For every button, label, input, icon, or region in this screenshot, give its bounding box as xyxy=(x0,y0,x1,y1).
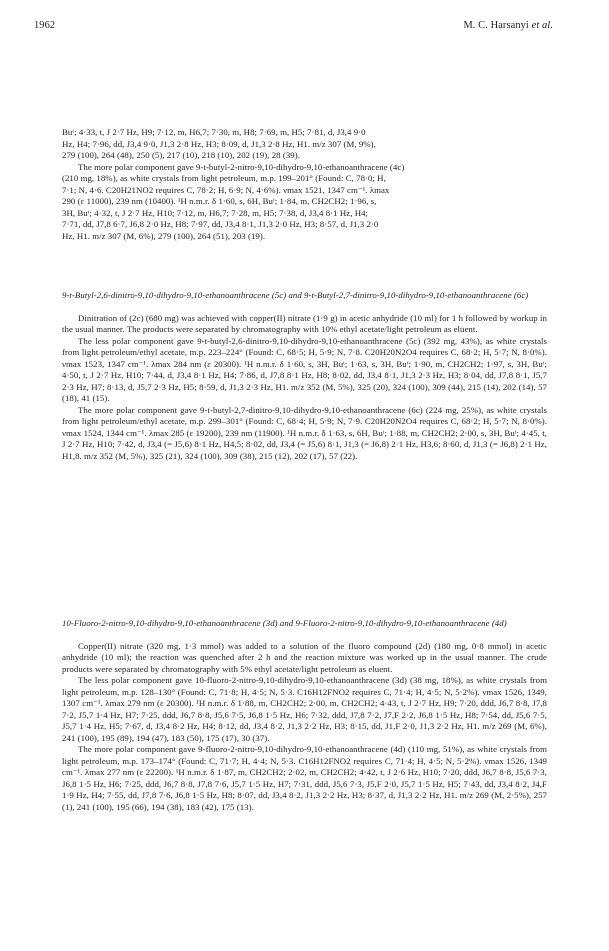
fluoro-nitration-section xyxy=(62,618,547,813)
text-line: 290 (ε 11000), 239 nm (10400). ¹H n.m.r. δ 1·60, s, 6H, Buᵗ; 1·84, m, CH2CH2; 1·96, s, xyxy=(62,196,377,206)
paragraph: The more polar component gave 9-fluoro-2-nitro-9,10-dihydro-9,10-ethanoanthracene (4d) (110 mg, 51%), as white crystals from light petroleum, m.p. 173–174° (Found: C, 71·7; H, 4·4; N, 5·3. C16H12FNO2 requires C, 71·4; H, 4·5; N, 5·2%). νmax 1526, 1349 cm⁻¹. λmax 277 nm (ε 22200). ¹H n.m.r. δ 1·87, m, CH2CH2; 2·02, m, CH2CH2; 4·42, t, J 2·6 Hz, H10; 7·20, ddd, J6,7 8·8, J5,6 7·3, J6,8 1·5 Hz, H6; 7·25, ddd, J6,7 8·8, J7,8 7·6, J5,7 1·5 Hz, H7; 7·31, ddd, J5,6 7·3, J5,F 2·0, J5,7 1·5 Hz, H5; 7·43, dd, J3,4 8·2, J4,F 1·9 Hz, H4; 7·55, dd, J7,8 7·6, J6,8 1·5 Hz, H8; 8·07, dd, J3,4 8·2, J1,3 2·2 Hz, H3; 8·37, d, J1,3 2·2 Hz, H1. m/z 269 (M, 2·5%), 257 (1), 241 (100), 195 (66), 194 (38), 183 (42), 175 (13). xyxy=(62,744,547,812)
paragraph: The less polar component gave 9-t-butyl-2,6-dinitro-9,10-dihydro-9,10-ethanoanthracene (5c) (392 mg, 43%), as white crystals from light petroleum/ethyl acetate, m.p. 223–224° (Found: C, 68·5; H, 5·9; N, 7·8. C20H20N2O4 requires C, 68·2; H, 5·7; N, 8·0%). νmax 1523, 1347 cm⁻¹. λmax 284 nm (ε 20300). ¹H n.m.r. δ 1·60, s, 3H, Buᵗ; 1·63, s, 3H, Buᵗ; 1·90, m, CH2CH2; 1·97, s, 3H, Buᵗ; 4·50, t, J 2·7 Hz, H10; 7·44, d, J3,4 8·1 Hz, H4; 7·86, d, J7,8 8·1 Hz, H8; 8·02, dd, J3,4 8·1, J1,3 2·3 Hz, H3; 8·04, dd, J7,8 8·1, J5,7 2·3 Hz, H7; 8·13, d, J5,7 2·3 Hz, H5; 8·59, d, J1,3 2·3 Hz, H1. m/z 352 (M, 5%), 325 (20), 324 (100), 309 (44), 215 (14), 202 (14), 57 (18), 41 (15). xyxy=(62,335,547,403)
paragraph: Copper(II) nitrate (320 mg, 1·3 mmol) was added to a solution of the fluoro compound (2d) (180 mg, 0·8 mmol) in acetic anhydride (10 ml); the reaction was quenched after 2 h and the reaction mixture was worked up in the usual manner. The crude products were separated by chromatography with 5% ethyl acetate/light petroleum as eluent. xyxy=(62,640,547,674)
dinitration-section xyxy=(62,290,547,462)
text-line: (210 mg, 18%), as white crystals from light petroleum, m.p. 199–201° (Found: C, 78·0; H, xyxy=(62,173,386,183)
page-number: 1962 xyxy=(34,20,56,31)
text-line: 3H, Buᵗ; 4·32, t, J 2·7 Hz, H10; 7·12, m, H6,7; 7·28, m, H5; 7·38, d, J3,4 8·1 Hz, H4; xyxy=(62,207,369,218)
text-line: The more polar component gave 9-t-butyl-2-nitro-9,10-dihydro-9,10-ethanoanthracene (4c) xyxy=(78,161,405,172)
paragraph: The less polar component gave 10-fluoro-2-nitro-9,10-dihydro-9,10-ethanoanthracene (3d) (38 mg, 18%), as white crystals from light petroleum, m.p. 128–130° (Found: C, 71·8; H, 4·5; N, 5·3. C16H12FNO2 requires C, 71·4; H, 4·5; N, 5·2%). νmax 1526, 1349, 1307 cm⁻¹. λmax 279 nm (ε 20300). ¹H n.m.r. δ 1·88, m, CH2CH2; 2·00, m, CH2CH2; 4·43, t, J 2·7 Hz, H9; 7·20, ddd, J6,7 8·8, J7,8 7·2, J5,7 1·4 Hz, H7; 7·25, ddd, J6,7 8·8, J5,6 7·5, J6,8 1·5 Hz, H6; 7·32, ddd, J7,8 7·2, J7,F 2·2, J6,8 1·5 Hz, H8; 7·54, dd, J5,6 7·5, J5,7 1·4 Hz, H5; 7·67, d, J3,4 8·2 Hz, H4; 8·12, dd, J3,4 8·2, J1,3 2·2 Hz, H3; 8·15, dd, J1,F 2·0, J1,3 2·2 Hz, H1. m/z 269 (M, 6%), 241 (100), 195 (89), 194 (47), 183 (50), 175 (17), 30 (37). xyxy=(62,675,547,743)
text-line: Hz, H1. m/z 307 (M, 6%), 279 (100), 264 (51), 203 (19). xyxy=(62,230,266,241)
text-line: 7·71, dd, J7,8 6·7, J6,8 2·0 Hz, H8; 7·97, dd, J3,4 8·1, J1,3 2·0 Hz, H3; 8·57, d, J1,3 2·0 xyxy=(62,219,379,229)
text-line: Buᵗ; 4·33, t, J 2·7 Hz, H9; 7·12, m, H6,7; 7·30, m, H8; 7·69, m, H5; 7·81, d, J3,4 9·0 xyxy=(62,127,366,137)
running-header xyxy=(463,20,553,31)
text-line: Hz, H4; 7·96, dd, J3,4 9·0, J1,3 2·8 Hz, H3; 8·09, d, J1,3 2·8 Hz, H1. m/z 307 (M, 9%), xyxy=(62,138,376,149)
experimental-continuation xyxy=(62,127,547,242)
section-heading: 10-Fluoro-2-nitro-9,10-dihydro-9,10-ethanoanthracene (3d) and 9-Fluoro-2-nitro-9,10-dihydro-9,10-ethanoanthracene (4d) xyxy=(62,618,507,628)
text-line: 279 (100), 264 (48), 250 (5), 217 (10), 218 (10), 202 (19), 28 (39). xyxy=(62,150,300,160)
text-line: 7·1; N, 4·6. C20H21NO2 requires C, 78·2; H, 6·9; N, 4·6%). νmax 1521, 1347 cm⁻¹. λmax xyxy=(62,184,390,195)
section-heading: 9-t-Butyl-2,6-dinitro-9,10-dihydro-9,10-ethanoanthracene (5c) and 9-t-Butyl-2,7-dinitro-9,10-dihydro-9,10-ethanoanthracene (6c) xyxy=(62,290,529,300)
paragraph: The more polar component gave 9-t-butyl-2,7-dinitro-9,10-dihydro-9,10-ethanoanthracene (6c) (224 mg, 25%), as white crystals from light petroleum/ethyl acetate, m.p. 299–301° (Found: C, 68·4; H, 5·9; N, 7·9. C20H20N2O4 requires C, 68·2; H, 5·7; N, 8·0%). νmax 1524, 1344 cm⁻¹. λmax 285 (ε 19200), 239 nm (11900). ¹H n.m.r. δ 1·63, s, 6H, Buᵗ; 1·88, m, CH2CH2; 2·00, s, 3H, Buᵗ; 4·45, t, J 2·7 Hz, H10; 7·42, d, J3,4 (= J5,6) 8·1 Hz, H4,5; 8·02, dd, J3,4 (= J5,6) 8·1, J1,3 (= J6,8) 2·1 Hz, H3,6; 8·60, d, J1,3 (= J6,8) 2·1 Hz, H1,8. m/z 352 (M, 5%), 325 (21), 324 (100), 309 (38), 215 (12), 202 (17), 57 (22). xyxy=(62,404,547,461)
running-header-authors: M. C. Harsanyi xyxy=(463,20,532,31)
running-header-et-al: et al. xyxy=(531,20,553,31)
paragraph: Dinitration of (2c) (680 mg) was achieved with copper(II) nitrate (1·9 g) in acetic anhydride (10 ml) for 1 h followed by workup in the usual manner. The products were separated by chromatography with 10% ethyl acetate/light petroleum as eluent. xyxy=(62,312,547,334)
